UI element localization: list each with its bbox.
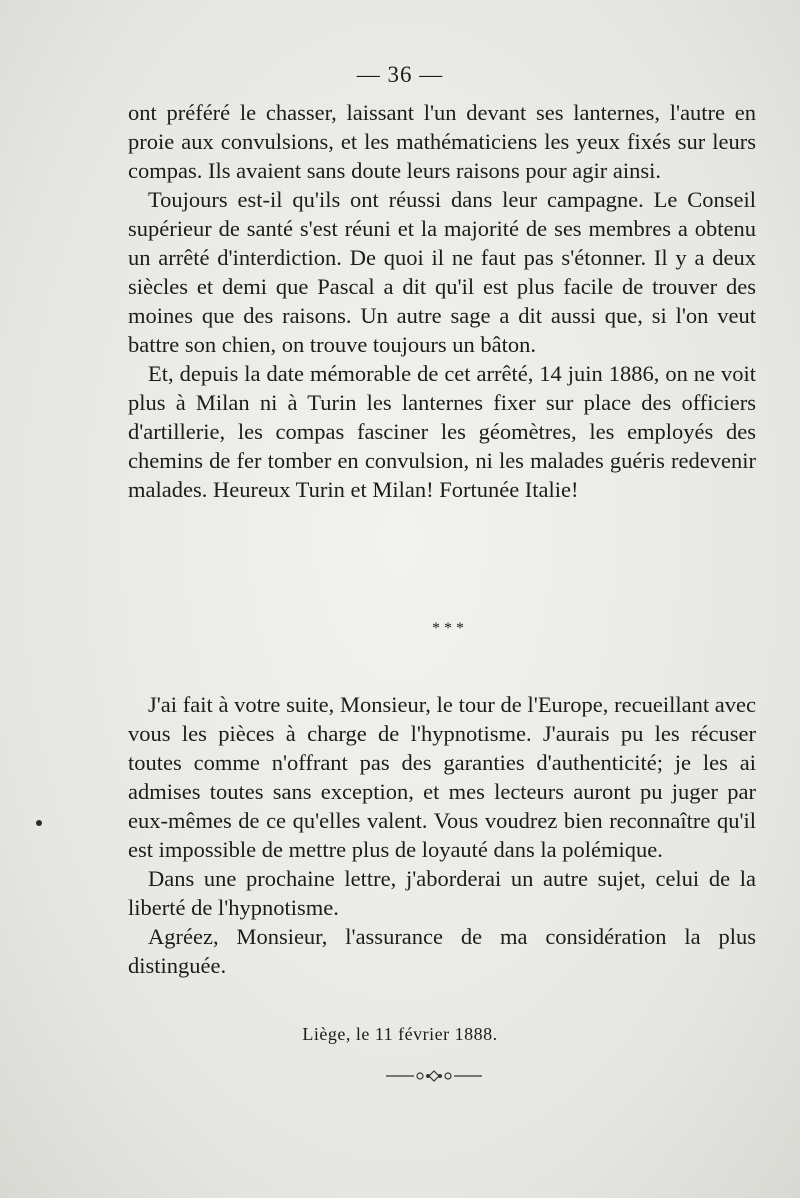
ornament-icon xyxy=(384,1068,484,1084)
page-number: — 36 — xyxy=(356,62,444,87)
signature-date: Liège, le 11 février 1888. xyxy=(302,1024,498,1044)
paragraph: Agréez, Monsieur, l'assurance de ma considération la plus distinguée. xyxy=(128,924,756,978)
paragraph: Toujours est-il qu'ils ont réussi dans leur campagne. Le Conseil supérieur de santé s'est réuni et la majorité de ses membres a obtenu un arrêté d'interdiction. De quoi il ne faut pas s'étonner. Il y a deux siècles et demi que Pascal a dit qu'il est plus facile de trouver des moines que des raisons. Un autre sage a dit aussi que, si l'on veut battre son chien, on trouve toujours un bâton. xyxy=(128,187,756,357)
ink-dot xyxy=(36,820,42,826)
section-break: * * * xyxy=(432,620,464,637)
paragraph: Dans une prochaine lettre, j'aborderai un autre sujet, celui de la liberté de l'hypnotisme. xyxy=(128,866,756,920)
paragraph: J'ai fait à votre suite, Monsieur, le tour de l'Europe, recueillant avec vous les pièces à charge de l'hypnotisme. J'aurais pu les récuser toutes comme n'offrant pas des garanties d'authenticité; je les ai admises toutes sans exception, et mes lecteurs auront pu juger par eux-mêmes de ce qu'elles valent. Vous voudrez bien reconnaître qu'il est impossible de mettre plus de loyauté dans la polémique. xyxy=(128,692,756,862)
body-text-bottom xyxy=(128,690,756,980)
body-text-top xyxy=(128,98,756,504)
paragraph: ont préféré le chasser, laissant l'un devant ses lanternes, l'autre en proie aux convulsions, et les mathématiciens les yeux fixés sur leurs compas. Ils avaient sans doute leurs raisons pour agir ainsi. xyxy=(128,100,756,183)
paragraph: Et, depuis la date mémorable de cet arrêté, 14 juin 1886, on ne voit plus à Milan ni à Turin les lanternes fixer sur place des officiers d'artillerie, les compas fasciner les géomètres, les employés des chemins de fer tomber en convulsion, ni les malades guéris redevenir malades. Heureux Turin et Milan! Fortunée Italie! xyxy=(128,361,756,502)
